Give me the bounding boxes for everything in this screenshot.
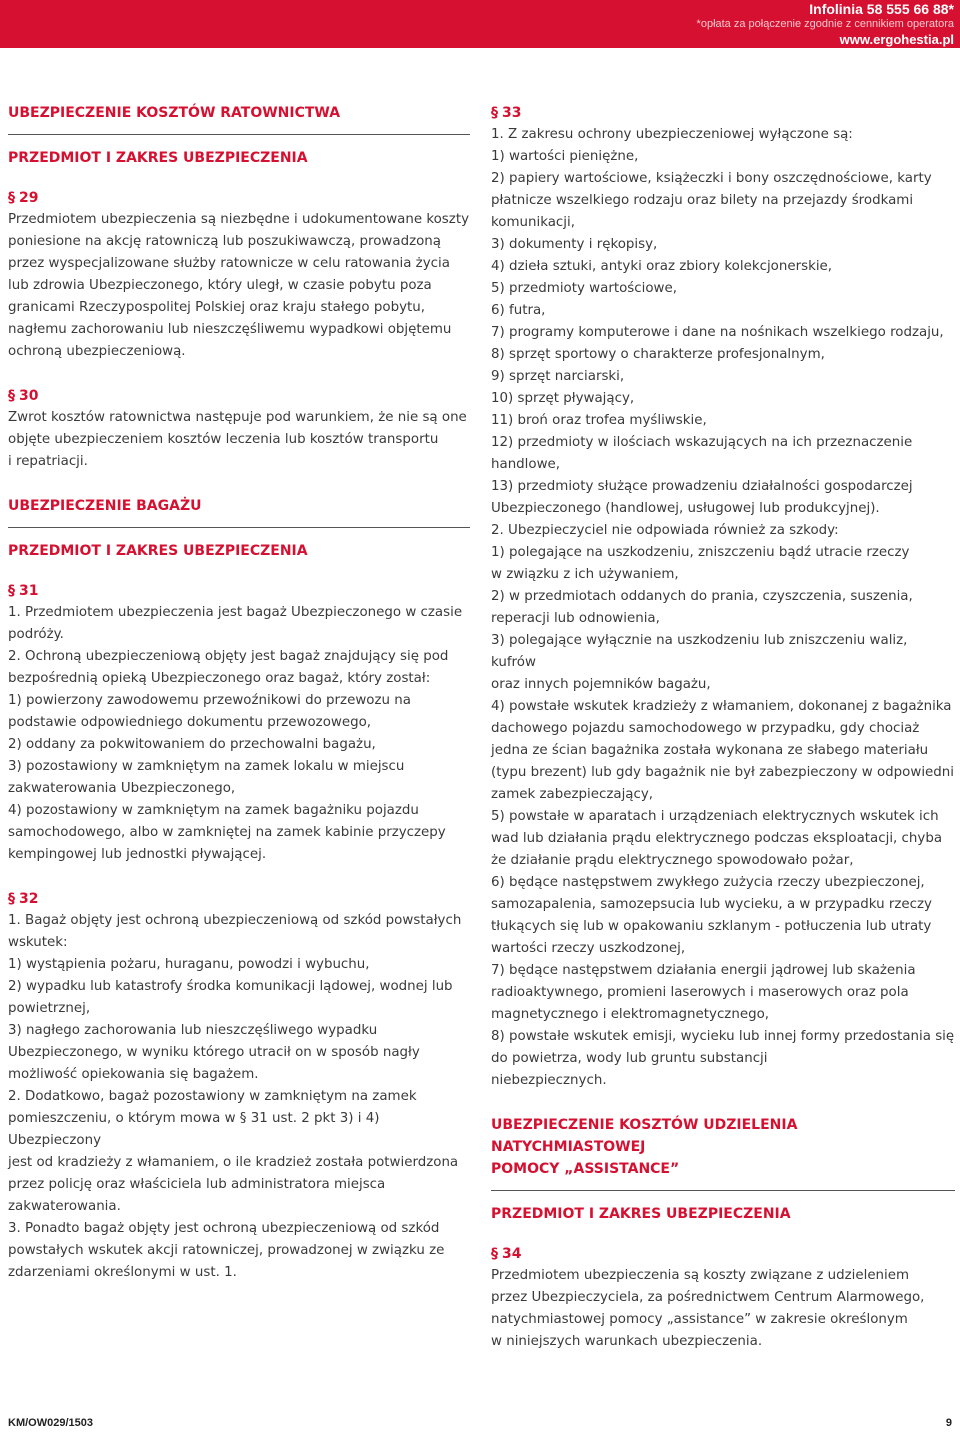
website-link[interactable]: www.ergohestia.pl bbox=[839, 32, 954, 47]
text-line: zdarzeniami określonymi w ust. 1. bbox=[8, 1265, 237, 1280]
paragraph-symbol: § bbox=[491, 1246, 498, 1262]
text-line: tłukących się lub w opakowaniu szklanym - potłuczenia lub utraty bbox=[491, 919, 932, 934]
text-line: możliwość opiekowania się bagażem. bbox=[8, 1067, 259, 1082]
text-line: natychmiastowej pomocy „assistance” w zakresie określonym bbox=[491, 1312, 908, 1327]
text-line: 5) powstałe w aparatach i urządzeniach elektrycznych wskutek ich bbox=[491, 809, 939, 824]
text-line: magnetycznego i elektromagnetycznego, bbox=[491, 1007, 770, 1022]
text-line: 11) broń oraz trofea myśliwskie, bbox=[491, 413, 707, 428]
text-line: 2) papiery wartościowe, książeczki i bony oszczędnościowe, karty bbox=[491, 171, 932, 186]
text-line: wartości rzeczy uszkodzonej, bbox=[491, 941, 686, 956]
paragraph-number: 32 bbox=[19, 891, 39, 907]
text-line: niebezpiecznych. bbox=[491, 1073, 607, 1088]
text-line: 1) polegające na uszkodzeniu, zniszczeniu bądź utracie rzeczy bbox=[491, 545, 910, 560]
text-line: 2. Ochroną ubezpieczeniową objęty jest bagaż znajdujący się pod bbox=[8, 649, 449, 664]
text-line: płatnicze wszelkiego rodzaju oraz bilety na przejazdy środkami bbox=[491, 193, 914, 208]
section-title-assistance bbox=[491, 1114, 955, 1191]
paragraph-30-heading bbox=[8, 385, 470, 407]
paragraph-symbol: § bbox=[8, 190, 15, 206]
text-line: że działanie prądu elektrycznego spowodowało pożar, bbox=[491, 853, 854, 868]
text-line: nagłemu zachorowaniu lub nieszczęśliwemu wypadkowi objętemu bbox=[8, 322, 452, 337]
text-line: 1. Z zakresu ochrony ubezpieczeniowej wyłączone są: bbox=[491, 127, 853, 142]
text-line: 4) pozostawiony w zamkniętym na zamek bagażniku pojazdu bbox=[8, 803, 419, 818]
paragraph-number: 30 bbox=[19, 388, 39, 404]
header-bar bbox=[0, 0, 960, 48]
text-line: 2. Ubezpieczyciel nie odpowiada również za szkody: bbox=[491, 523, 839, 538]
text-line: pomieszczeniu, o którym mowa w § 31 ust. 2 pkt 3) i 4) Ubezpieczony bbox=[8, 1111, 380, 1148]
section-title-line: POMOCY „ASSISTANCE” bbox=[491, 1161, 680, 1177]
text-line: Ubezpieczonego, w wyniku którego utracił on w sposób nagły bbox=[8, 1045, 420, 1060]
header-contact bbox=[697, 1, 954, 48]
text-line: samozapalenia, samozepsucia lub wycieku, a w przypadku rzeczy bbox=[491, 897, 932, 912]
text-line: wad lub działania prądu elektrycznego podczas eksploatacji, chyba bbox=[491, 831, 943, 846]
paragraph-32-heading bbox=[8, 888, 470, 910]
text-line: lub zdrowia Ubezpieczonego, który uległ, w czasie pobytu poza bbox=[8, 278, 432, 293]
text-line: 7) będące następstwem działania energii jądrowej lub skażenia bbox=[491, 963, 916, 978]
text-line: 2) w przedmiotach oddanych do prania, czyszczenia, suszenia, bbox=[491, 589, 913, 604]
text-line: handlowe, bbox=[491, 457, 561, 472]
text-line: Ubezpieczonego (handlowej, usługowej lub produkcyjnej). bbox=[491, 501, 880, 516]
text-line: ochroną ubezpieczeniową. bbox=[8, 344, 186, 359]
paragraph-30-text bbox=[8, 407, 470, 473]
text-line: 2) wypadku lub katastrofy środka komunikacji lądowej, wodnej lub bbox=[8, 979, 453, 994]
text-line: bezpośrednią opieką Ubezpieczonego oraz bagaż, który został: bbox=[8, 671, 431, 686]
paragraph-number: 31 bbox=[19, 583, 39, 599]
text-line: 2) oddany za pokwitowaniem do przechowalni bagażu, bbox=[8, 737, 376, 752]
text-line: do powietrza, wody lub gruntu substancji bbox=[491, 1051, 768, 1066]
section-title-baggage: UBEZPIECZENIE BAGAŻU bbox=[8, 495, 470, 528]
text-line: wskutek: bbox=[8, 935, 68, 950]
text-line: 3) dokumenty i rękopisy, bbox=[491, 237, 658, 252]
text-line: powstałych wskutek akcji ratowniczej, prowadzonej w związku ze bbox=[8, 1243, 445, 1258]
text-line: Przedmiotem ubezpieczenia są koszty związane z udzieleniem bbox=[491, 1268, 910, 1283]
text-line: 8) sprzęt sportowy o charakterze profesjonalnym, bbox=[491, 347, 825, 362]
text-line: i repatriacji. bbox=[8, 454, 88, 469]
text-line: jedna ze ścian bagażnika została wykonana ze słabego materiału bbox=[491, 743, 929, 758]
text-line: 12) przedmioty w ilościach wskazujących na ich przeznaczenie bbox=[491, 435, 913, 450]
paragraph-31-text bbox=[8, 602, 470, 866]
text-line: oraz innych pojemników bagażu, bbox=[491, 677, 711, 692]
section-title-line: UBEZPIECZENIE KOSZTÓW UDZIELENIA NATYCHMIASTOWEJ bbox=[491, 1117, 798, 1155]
text-line: 1. Przedmiotem ubezpieczenia jest bagaż Ubezpieczonego w czasie bbox=[8, 605, 463, 620]
text-line: Przedmiotem ubezpieczenia są niezbędne i udokumentowane koszty bbox=[8, 212, 469, 227]
paragraph-symbol: § bbox=[491, 105, 498, 121]
section-subtitle-assistance: PRZEDMIOT I ZAKRES UBEZPIECZENIA bbox=[491, 1206, 791, 1222]
text-line: 2. Dodatkowo, bagaż pozostawiony w zamkniętym na zamek bbox=[8, 1089, 417, 1104]
text-line: 3) pozostawiony w zamkniętym na zamek lokalu w miejscu bbox=[8, 759, 405, 774]
text-line: objęte ubezpieczeniem kosztów leczenia lub kosztów transportu bbox=[8, 432, 439, 447]
text-line: 3) polegające wyłącznie na uszkodzeniu lub zniszczeniu waliz, kufrów bbox=[491, 633, 908, 670]
text-line: samochodowego, albo w zamkniętej na zamek kabinie przyczepy bbox=[8, 825, 446, 840]
text-line: 6) będące następstwem zwykłego zużycia rzeczy ubezpieczonej, bbox=[491, 875, 925, 890]
text-line: przez policję oraz właściciela lub administratora miejsca bbox=[8, 1177, 386, 1192]
paragraph-34-heading bbox=[491, 1243, 955, 1265]
text-line: kempingowej lub jednostki pływającej. bbox=[8, 847, 267, 862]
text-line: 1. Bagaż objęty jest ochroną ubezpieczeniową od szkód powstałych bbox=[8, 913, 462, 928]
text-line: komunikacji, bbox=[491, 215, 575, 230]
text-line: podróży. bbox=[8, 627, 64, 642]
paragraph-symbol: § bbox=[8, 388, 15, 404]
paragraph-number: 33 bbox=[502, 105, 522, 121]
text-line: 9) sprzęt narciarski, bbox=[491, 369, 625, 384]
paragraph-32-text bbox=[8, 910, 470, 1284]
text-line: zamek zabezpieczający, bbox=[491, 787, 654, 802]
text-line: jest od kradzieży z włamaniem, o ile kradzież została potwierdzona bbox=[8, 1155, 459, 1170]
right-column bbox=[491, 102, 955, 1353]
paragraph-number: 34 bbox=[502, 1246, 522, 1262]
text-line: przez wyspecjalizowane służby ratownicze w celu ratowania życia bbox=[8, 256, 450, 271]
text-line: 3. Ponadto bagaż objęty jest ochroną ubezpieczeniową od szkód bbox=[8, 1221, 440, 1236]
text-line: 3) nagłego zachorowania lub nieszczęśliwego wypadku bbox=[8, 1023, 378, 1038]
paragraph-29-text bbox=[8, 209, 470, 363]
paragraph-33-text bbox=[491, 124, 955, 1092]
text-line: granicami Rzeczypospolitej Polskiej oraz kraju stałego pobytu, bbox=[8, 300, 425, 315]
left-column bbox=[8, 102, 470, 1284]
section-subtitle-rescue: PRZEDMIOT I ZAKRES UBEZPIECZENIA bbox=[8, 150, 308, 166]
paragraph-29-heading bbox=[8, 187, 470, 209]
text-line: Zwrot kosztów ratownictwa następuje pod warunkiem, że nie są one bbox=[8, 410, 467, 425]
text-line: poniesione na akcję ratowniczą lub poszukiwawczą, prowadzoną bbox=[8, 234, 441, 249]
paragraph-33-heading bbox=[491, 102, 955, 124]
text-line: dachowego pojazdu samochodowego w przypadku, gdy chociaż bbox=[491, 721, 920, 736]
paragraph-31-heading bbox=[8, 580, 470, 602]
text-line: zakwaterowania Ubezpieczonego, bbox=[8, 781, 236, 796]
section-subtitle-baggage: PRZEDMIOT I ZAKRES UBEZPIECZENIA bbox=[8, 543, 308, 559]
text-line: 1) powierzony zawodowemu przewoźnikowi do przewozu na bbox=[8, 693, 411, 708]
text-line: 7) programy komputerowe i dane na nośnikach wszelkiego rodzaju, bbox=[491, 325, 944, 340]
text-line: podstawie odpowiedniego dokumentu przewozowego, bbox=[8, 715, 372, 730]
text-line: przez Ubezpieczyciela, za pośrednictwem Centrum Alarmowego, bbox=[491, 1290, 925, 1305]
text-line: 13) przedmioty służące prowadzeniu działalności gospodarczej bbox=[491, 479, 913, 494]
text-line: zakwaterowania. bbox=[8, 1199, 121, 1214]
document-code: KM/OW029/1503 bbox=[8, 1417, 93, 1429]
text-line: w związku z ich używaniem, bbox=[491, 567, 679, 582]
text-line: 8) powstałe wskutek emisji, wycieku lub innej formy przedostania się bbox=[491, 1029, 955, 1044]
text-line: 5) przedmioty wartościowe, bbox=[491, 281, 677, 296]
text-line: 1) wystąpienia pożaru, huraganu, powodzi i wybuchu, bbox=[8, 957, 370, 972]
paragraph-symbol: § bbox=[8, 891, 15, 907]
section-title-rescue: UBEZPIECZENIE KOSZTÓW RATOWNICTWA bbox=[8, 102, 470, 135]
hotline-text: Infolinia 58 555 66 88* bbox=[809, 1, 954, 17]
text-line: 4) dzieła sztuki, antyki oraz zbiory kolekcjonerskie, bbox=[491, 259, 833, 274]
text-line: 1) wartości pieniężne, bbox=[491, 149, 639, 164]
paragraph-number: 29 bbox=[19, 190, 39, 206]
text-line: (typu brezent) lub gdy bagażnik nie był zabezpieczony w odpowiedni bbox=[491, 765, 954, 780]
paragraph-symbol: § bbox=[8, 583, 15, 599]
text-line: 6) futra, bbox=[491, 303, 546, 318]
page-number: 9 bbox=[945, 1417, 952, 1429]
text-line: 4) powstałe wskutek kradzieży z włamaniem, dokonanej z bagażnika bbox=[491, 699, 952, 714]
text-line: powietrznej, bbox=[8, 1001, 91, 1016]
text-line: 10) sprzęt pływający, bbox=[491, 391, 635, 406]
text-line: radioaktywnego, promieni laserowych i maserowych oraz pola bbox=[491, 985, 909, 1000]
text-line: reperacji lub odnowienia, bbox=[491, 611, 660, 626]
paragraph-34-text bbox=[491, 1265, 955, 1353]
hotline-note: *opłata za połączenie zgodnie z cennikiem operatora bbox=[696, 18, 954, 30]
text-line: w niniejszych warunkach ubezpieczenia. bbox=[491, 1334, 763, 1349]
